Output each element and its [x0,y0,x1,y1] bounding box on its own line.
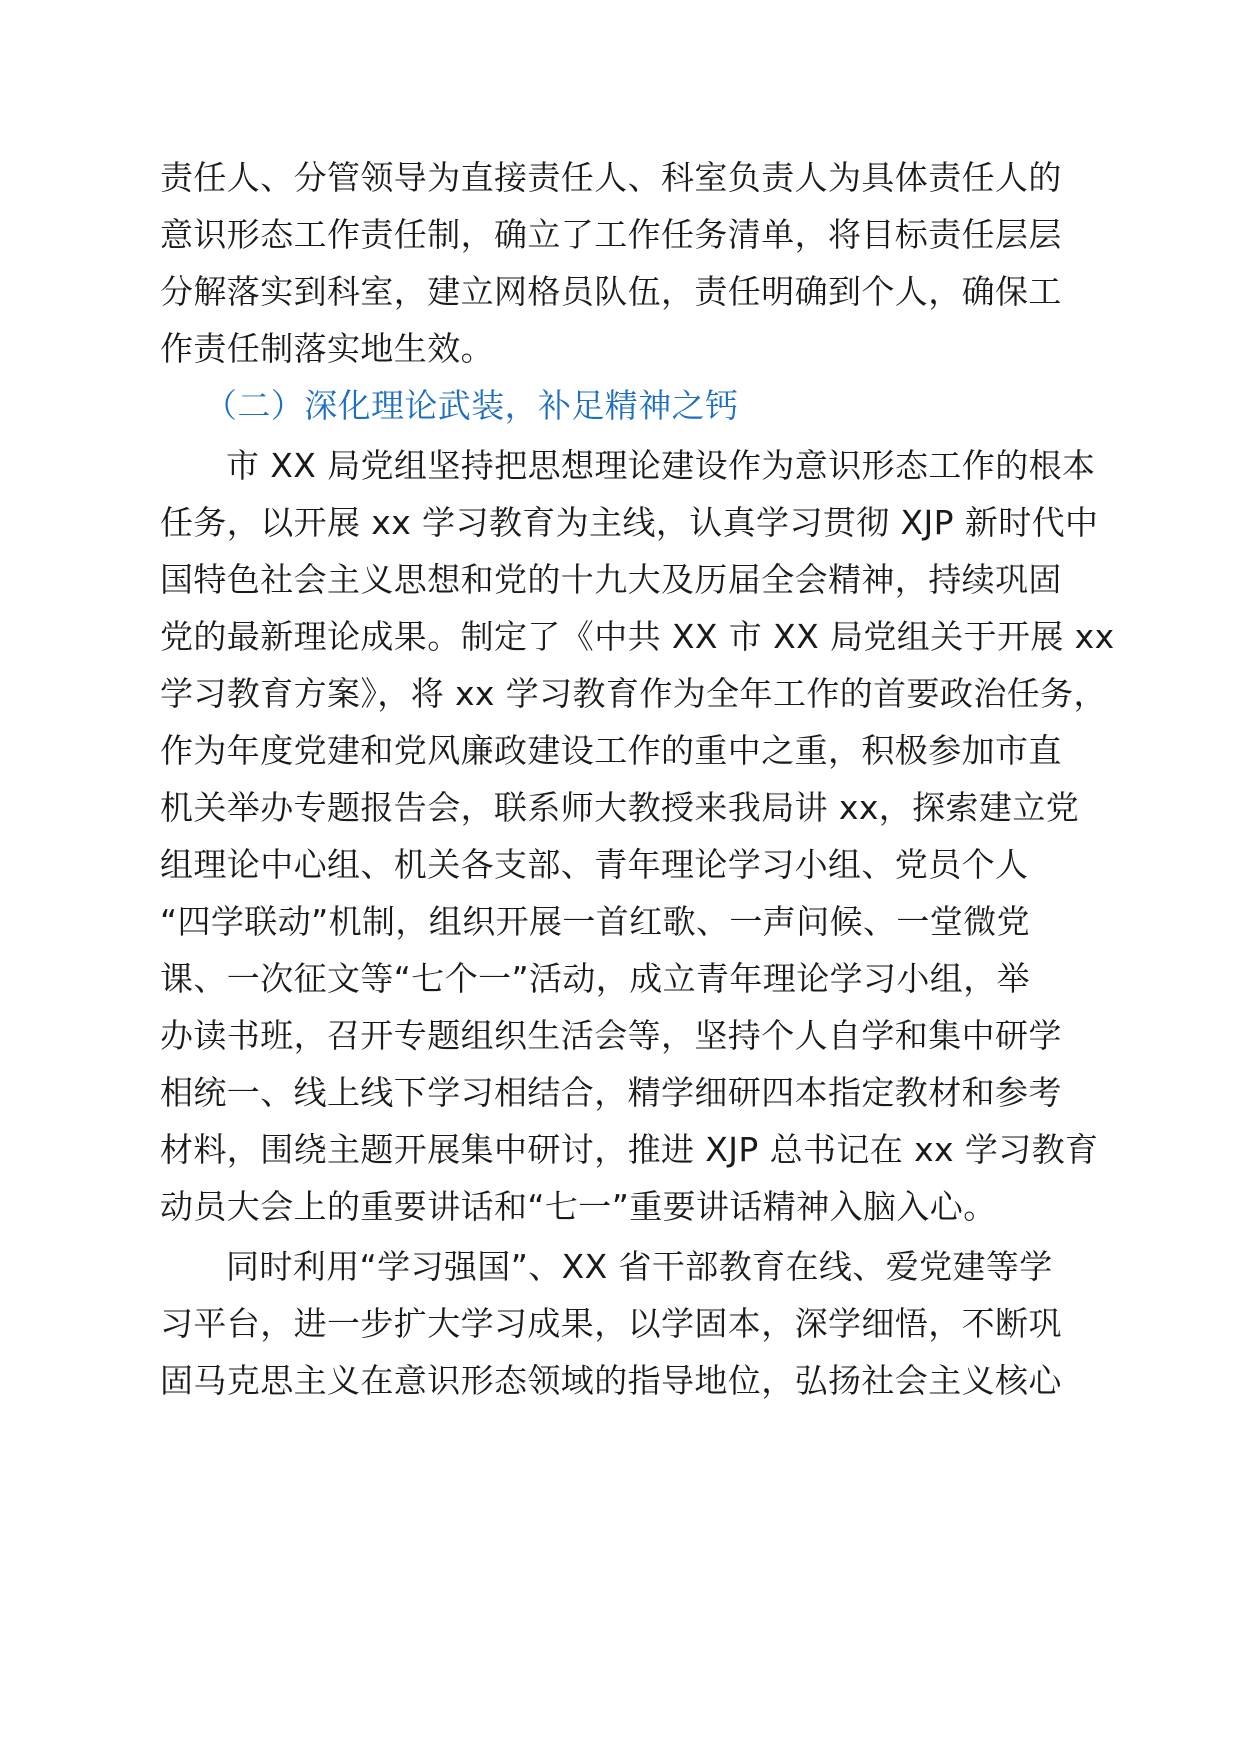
text-line: 国特色社会主义思想和党的十九大及历届全会精神，持续巩固 [160,560,1062,599]
text-line: 机关举办专题报告会，联系师大教授来我局讲 xx，探索建立党 [160,788,1080,827]
text-line: 党的最新理论成果。制定了《中共 XX 市 XX 局党组关于开展 xx [160,617,1115,656]
text-line: 责任人、分管领导为直接责任人、科室负责人为具体责任人的 [160,158,1062,197]
text-line: 作为年度党建和党风廉政建设工作的重中之重，积极参加市直 [160,731,1062,770]
section-heading: （二）深化理论武装，补足精神之钙 [204,386,739,425]
text-line: 市 XX 局党组坚持把思想理论建设作为意识形态工作的根本 [226,446,1096,485]
text-line: 作责任制落实地生效。 [160,329,494,368]
text-line: 办读书班，召开专题组织生活会等，坚持个人自学和集中研学 [160,1016,1062,1055]
text-line: “四学联动”机制，组织开展一首红歌、一声问候、一堂微党 [160,902,1030,941]
text-line: 组理论中心组、机关各支部、青年理论学习小组、党员个人 [160,845,1029,884]
text-line: 相统一、线上线下学习相结合，精学细研四本指定教材和参考 [160,1073,1062,1112]
text-line: 材料，围绕主题开展集中研讨，推进 XJP 总书记在 xx 学习教育 [160,1130,1099,1169]
text-line: 固马克思主义在意识形态领域的指导地位，弘扬社会主义核心 [160,1361,1062,1400]
text-line: 任务，以开展 xx 学习教育为主线，认真学习贯彻 XJP 新时代中 [160,503,1099,542]
text-line: 动员大会上的重要讲话和“七一”重要讲话精神入脑入心。 [160,1187,997,1226]
text-line: 课、一次征文等“七个一”活动，成立青年理论学习小组，举 [160,959,1030,998]
text-line: 意识形态工作责任制，确立了工作任务清单，将目标责任层层 [160,215,1062,254]
text-line: 分解落实到科室，建立网格员队伍，责任明确到个人，确保工 [160,272,1062,311]
text-line: 学习教育方案》，将 xx 学习教育作为全年工作的首要政治任务， [160,674,1107,713]
text-line: 同时利用“学习强国”、XX 省干部教育在线、爱党建等学 [226,1247,1053,1286]
text-line: 习平台，进一步扩大学习成果，以学固本，深学细悟，不断巩 [160,1304,1062,1343]
